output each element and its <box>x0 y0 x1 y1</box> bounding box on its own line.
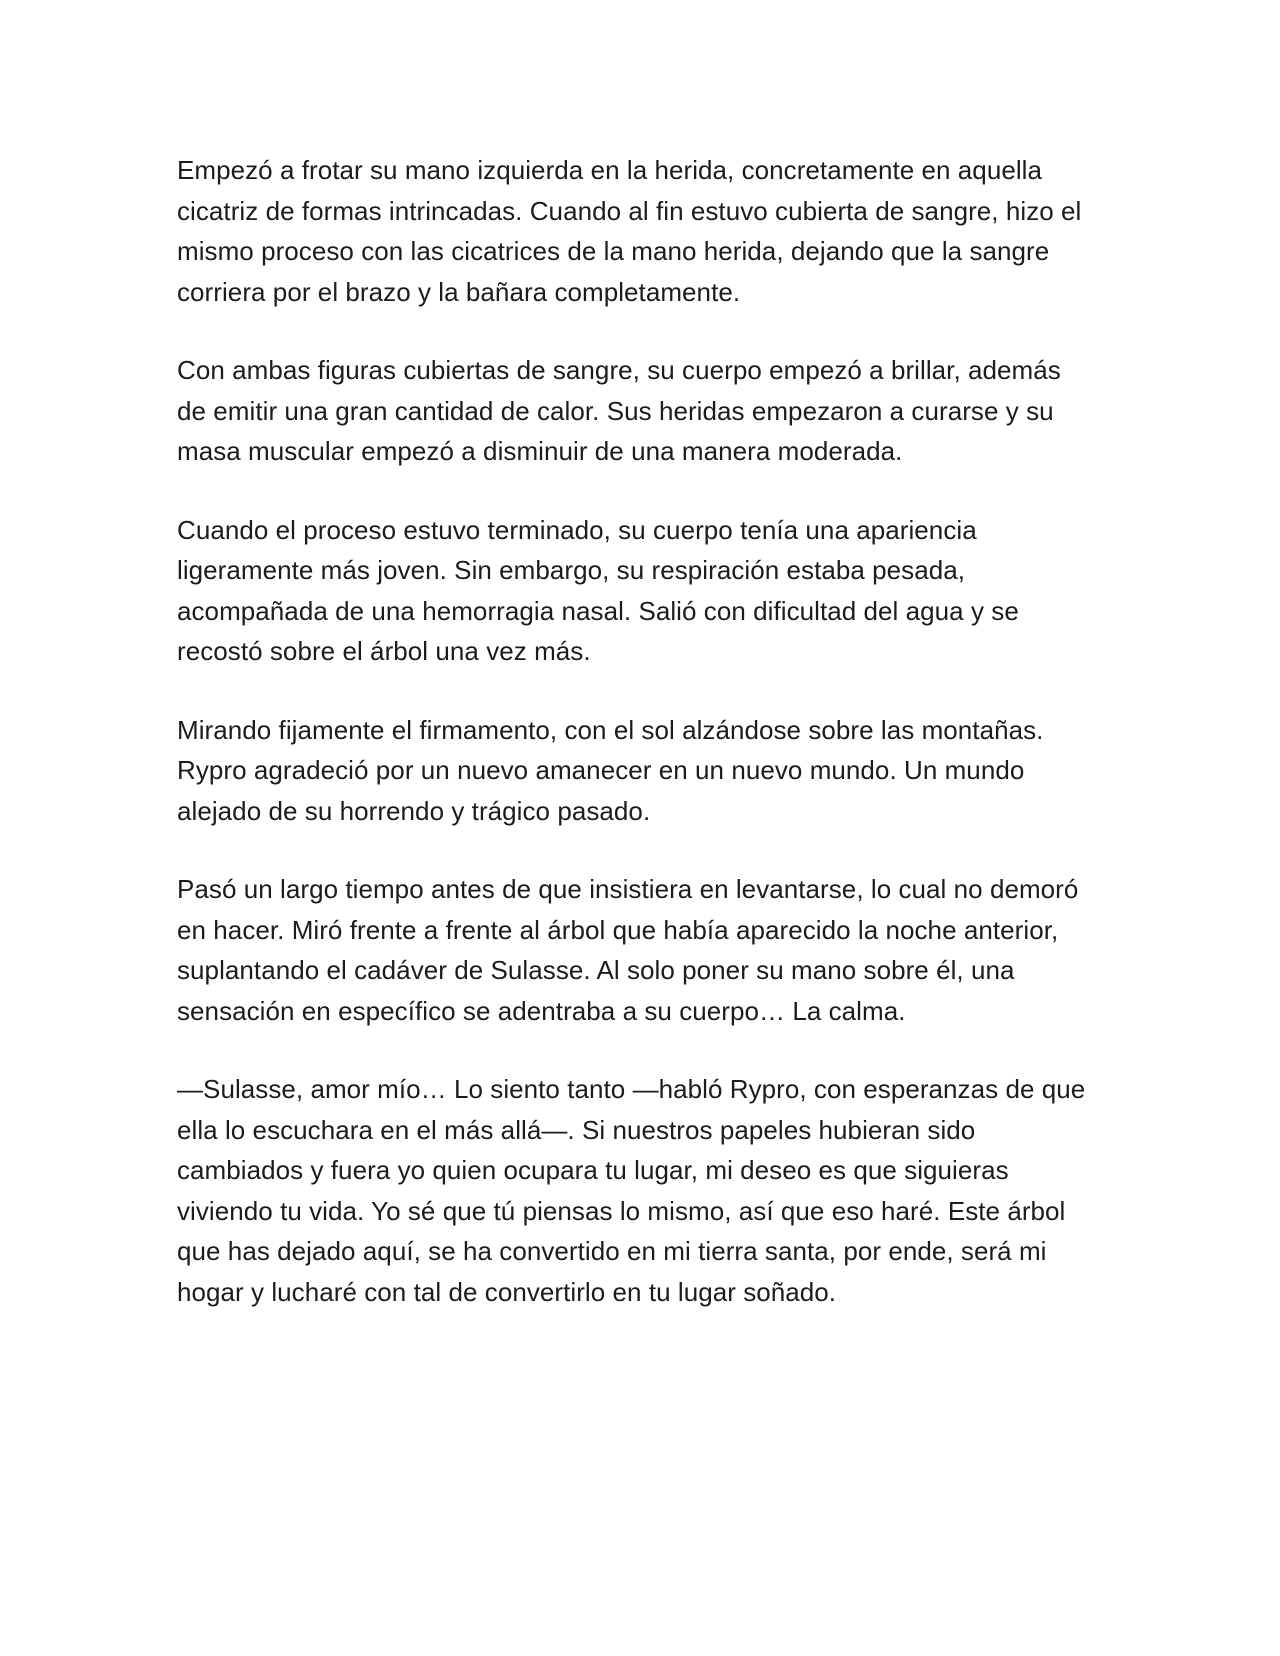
paragraph: Con ambas figuras cubiertas de sangre, su cuerpo empezó a brillar, además de emitir una gran cantidad de calor. Sus heridas empezaron a curarse y su masa muscular empezó a disminuir de una manera moderada. <box>177 355 1061 466</box>
paragraph: Cuando el proceso estuvo terminado, su cuerpo tenía una apariencia ligeramente más joven. Sin embargo, su respiración estaba pesada, acompañada de una hemorragia nasal. Salió con dificultad del agua y se recostó sobre el árbol una vez más. <box>177 514 1019 666</box>
paragraph: Empezó a frotar su mano izquierda en la herida, concretamente en aquella cicatriz de formas intrincadas. Cuando al fin estuvo cubierta de sangre, hizo el mismo proceso con las cicatrices de la mano herida, dejando que la sangre corriera por el brazo y la bañara completamente. <box>177 155 1082 307</box>
paragraph: Mirando fijamente el firmamento, con el sol alzándose sobre las montañas. Rypro agradeció por un nuevo amanecer en un nuevo mundo. Un mundo alejado de su horrendo y trágico pasado. <box>177 714 1044 826</box>
paragraph: Pasó un largo tiempo antes de que insistiera en levantarse, lo cual no demoró en hacer. Miró frente a frente al árbol que había aparecido la noche anterior, suplantando el cadáver de Sulasse. Al solo poner su mano sobre él, una sensación en específico se adentraba a su cuerpo… La calma. <box>177 874 1079 1026</box>
paragraph: —Sulasse, amor mío… Lo siento tanto —habló Rypro, con esperanzas de que ella lo escuchara en el más allá—. Si nuestros papeles hubieran sido cambiados y fuera yo quien ocupara tu lugar, mi deseo es que siguieras viviendo tu vida. Yo sé que tú piensas lo mismo, así que eso haré. Este árbol que has dejado aquí, se ha convertido en mi tierra santa, por ende, será mi hogar y lucharé con tal de convertirlo en tu lugar soñado. <box>177 1074 1086 1307</box>
document-body <box>177 150 1097 1312</box>
